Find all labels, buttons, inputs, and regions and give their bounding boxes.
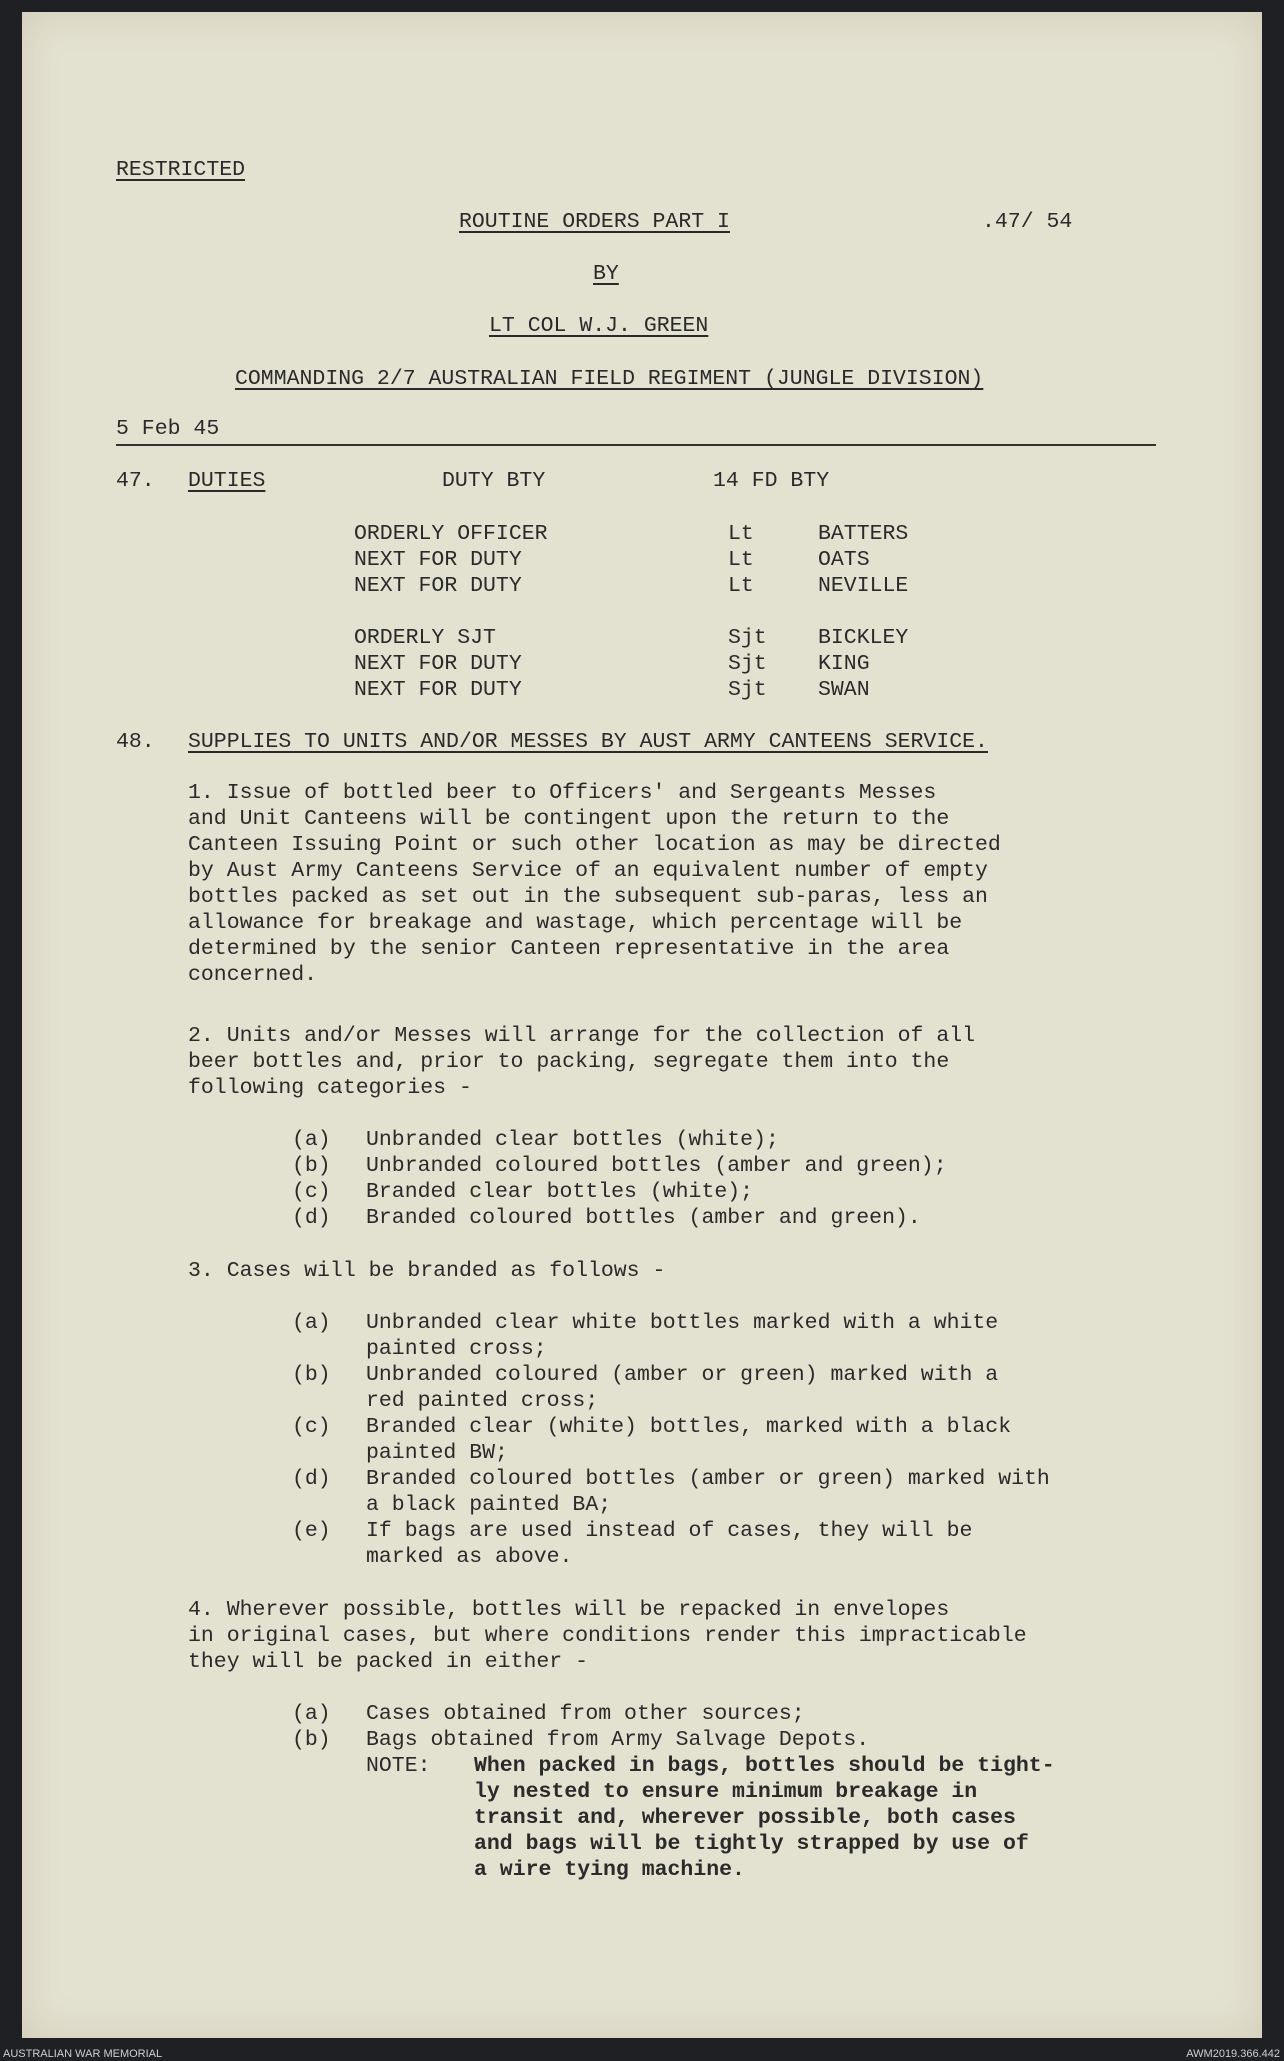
text-line: concerned. — [188, 963, 318, 987]
list-item-continuation: marked as above. — [366, 1545, 573, 1569]
text-line: determined by the senior Canteen representative in the area — [188, 937, 950, 961]
text-line: 2. Units and/or Messes will arrange for the collection of all — [188, 1024, 976, 1048]
text-line: and bags will be tightly strapped by use of — [474, 1832, 1029, 1856]
document-title: ROUTINE ORDERS PART I — [459, 210, 730, 234]
list-item-label: (b) — [292, 1154, 331, 1178]
list-item-text: Branded clear bottles (white); — [366, 1180, 754, 1204]
list-item-text: If bags are used instead of cases, they will be — [366, 1519, 973, 1543]
list-item-text: Unbranded coloured bottles (amber and green); — [366, 1154, 947, 1178]
roster-rank: Sjt — [728, 652, 767, 676]
section-47-number: 47. — [116, 469, 155, 493]
order-date: 5 Feb 45 — [116, 417, 220, 441]
note-label: NOTE: — [366, 1754, 431, 1778]
list-item-text: Branded coloured bottles (amber and green). — [366, 1206, 921, 1230]
list-item-label: (a) — [292, 1128, 331, 1152]
list-item-continuation: red painted cross; — [366, 1389, 599, 1413]
list-item — [292, 1310, 1050, 1336]
list-item — [292, 1179, 947, 1205]
roster-duty: NEXT FOR DUTY — [354, 652, 522, 676]
list-item-text: Cases obtained from other sources; — [366, 1702, 805, 1726]
paragraph-4-list — [292, 1701, 869, 1753]
roster-duty: NEXT FOR DUTY — [354, 678, 522, 702]
order-number: .47/ 54 — [982, 210, 1073, 234]
list-item — [292, 1127, 947, 1153]
roster-duty: ORDERLY OFFICER — [354, 522, 548, 546]
text-line: allowance for breakage and wastage, which percentage will be — [188, 911, 963, 935]
list-item — [292, 1701, 869, 1727]
list-item-label: (c) — [292, 1415, 331, 1439]
roster-name: OATS — [818, 548, 870, 572]
roster-rank: Lt — [728, 574, 754, 598]
roster-rank: Sjt — [728, 678, 767, 702]
paragraph-3: 3. Cases will be branded as follows - — [188, 1259, 666, 1283]
paragraph-4 — [188, 1597, 1027, 1675]
section-48-number: 48. — [116, 730, 155, 754]
list-item — [292, 1153, 947, 1179]
document-page — [22, 12, 1262, 2038]
roster-rank: Lt — [728, 522, 754, 546]
paragraph-1 — [188, 780, 1001, 988]
list-item — [292, 1362, 1050, 1388]
by-label: BY — [593, 262, 619, 286]
roster-name: BICKLEY — [818, 626, 909, 650]
list-item — [292, 1414, 1050, 1440]
duty-bty-header: DUTY BTY — [442, 469, 546, 493]
roster-name: KING — [818, 652, 870, 676]
paragraph-2-list — [292, 1127, 947, 1231]
archive-footer-left: AUSTRALIAN WAR MEMORIAL — [3, 2048, 163, 2060]
commander-name: LT COL W.J. GREEN — [489, 314, 709, 338]
text-line: beer bottles and, prior to packing, segregate them into the — [188, 1050, 950, 1074]
list-item-label: (d) — [292, 1467, 331, 1491]
roster-name: NEVILLE — [818, 574, 909, 598]
list-item-label: (a) — [292, 1702, 331, 1726]
note-text — [474, 1753, 1055, 1883]
text-line: in original cases, but where conditions render this impracticable — [188, 1624, 1027, 1648]
list-item-text: Bags obtained from Army Salvage Depots. — [366, 1728, 870, 1752]
list-item-label: (d) — [292, 1206, 331, 1230]
list-item-label: (c) — [292, 1180, 331, 1204]
list-item-continuation: a black painted BA; — [366, 1493, 612, 1517]
text-line: When packed in bags, bottles should be tight- — [474, 1754, 1055, 1778]
list-item-label: (b) — [292, 1728, 331, 1752]
list-item-label: (a) — [292, 1311, 331, 1335]
list-item-text: Branded coloured bottles (amber or green) marked with — [366, 1467, 1050, 1491]
list-item — [292, 1466, 1050, 1492]
list-item-continuation: painted cross; — [366, 1337, 547, 1361]
paragraph-2 — [188, 1023, 975, 1101]
roster-duty: ORDERLY SJT — [354, 626, 496, 650]
text-line: following categories - — [188, 1076, 472, 1100]
roster-rank: Lt — [728, 548, 754, 572]
list-item-label: (e) — [292, 1519, 331, 1543]
list-item-text: Unbranded clear bottles (white); — [366, 1128, 779, 1152]
text-line: 1. Issue of bottled beer to Officers' and Sergeants Messes — [188, 781, 937, 805]
list-item-text: Unbranded coloured (amber or green) marked with a — [366, 1363, 999, 1387]
text-line: and Unit Canteens will be contingent upon the return to the — [188, 807, 950, 831]
text-line: by Aust Army Canteens Service of an equivalent number of empty — [188, 859, 988, 883]
text-line: 4. Wherever possible, bottles will be repacked in envelopes — [188, 1598, 950, 1622]
roster-name: BATTERS — [818, 522, 909, 546]
archive-footer-right: AWM2019.366.442 — [1186, 2048, 1280, 2060]
list-item-label: (b) — [292, 1363, 331, 1387]
text-line: a wire tying machine. — [474, 1858, 745, 1882]
text-line: bottles packed as set out in the subsequent sub-paras, less an — [188, 885, 988, 909]
roster-duty: NEXT FOR DUTY — [354, 548, 522, 572]
section-48-heading: SUPPLIES TO UNITS AND/OR MESSES BY AUST ARMY CANTEENS SERVICE. — [188, 730, 988, 754]
roster-rank: Sjt — [728, 626, 767, 650]
command-line: COMMANDING 2/7 AUSTRALIAN FIELD REGIMENT (JUNGLE DIVISION) — [235, 367, 984, 391]
list-item-continuation: painted BW; — [366, 1441, 508, 1465]
roster-duty: NEXT FOR DUTY — [354, 574, 522, 598]
section-47-heading: DUTIES — [188, 469, 266, 493]
paragraph-3-list — [292, 1310, 1050, 1570]
text-line: they will be packed in either - — [188, 1650, 588, 1674]
battery-header: 14 FD BTY — [713, 469, 830, 493]
routine-orders-document — [22, 12, 1262, 2038]
text-line: Canteen Issuing Point or such other location as may be directed — [188, 833, 1001, 857]
text-line: ly nested to ensure minimum breakage in — [474, 1780, 978, 1804]
list-item-text: Branded clear (white) bottles, marked with a black — [366, 1415, 1012, 1439]
header-divider — [116, 444, 1156, 446]
list-item — [292, 1518, 1050, 1544]
roster-name: SWAN — [818, 678, 870, 702]
list-item — [292, 1205, 947, 1231]
classification-label: RESTRICTED — [116, 158, 246, 182]
list-item — [292, 1727, 869, 1753]
list-item-text: Unbranded clear white bottles marked with a white — [366, 1311, 999, 1335]
text-line: transit and, wherever possible, both cases — [474, 1806, 1016, 1830]
